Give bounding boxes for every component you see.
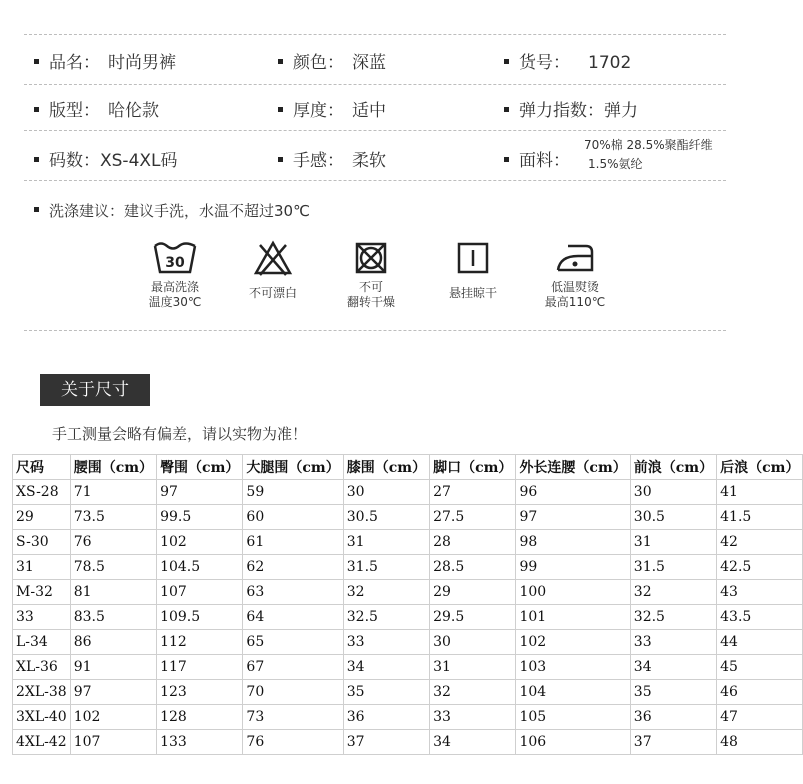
measurement-cell: 37	[343, 730, 429, 755]
spec-label: 品名：	[49, 53, 100, 73]
care-label: 低温熨烫 最高110℃	[544, 280, 606, 309]
measurement-cell: 43	[717, 580, 803, 605]
measurement-cell: 91	[70, 655, 156, 680]
size-table-column-header: 脚口（cm）	[430, 455, 516, 480]
size-code-cell: L-34	[13, 630, 71, 655]
measurement-cell: 96	[516, 480, 630, 505]
size-code-cell: XS-28	[13, 480, 71, 505]
measurement-cell: 105	[516, 705, 630, 730]
spec-value: 弹力	[604, 101, 638, 121]
measurement-cell: 31	[343, 530, 429, 555]
no-tumble-dry-icon	[353, 240, 389, 276]
size-code-cell: 3XL-40	[13, 705, 71, 730]
size-code-cell: 4XL-42	[13, 730, 71, 755]
care-label: 不可漂白	[248, 286, 297, 300]
measurement-cell: 30	[343, 480, 429, 505]
spec-sku	[504, 48, 631, 73]
care-item-no-tumble-dry	[326, 240, 416, 310]
care-item-hang-dry	[428, 240, 518, 301]
divider	[24, 180, 726, 181]
measurement-cell: 103	[516, 655, 630, 680]
spec-label: 面料：	[519, 151, 570, 171]
measurement-cell: 71	[70, 480, 156, 505]
spec-label: 手感：	[293, 151, 344, 171]
spec-value: 适中	[352, 101, 386, 121]
measurement-cell: 42.5	[717, 555, 803, 580]
measurement-cell: 98	[516, 530, 630, 555]
measurement-cell: 48	[717, 730, 803, 755]
iron-low-icon	[554, 240, 596, 276]
measurement-cell: 37	[630, 730, 716, 755]
measurement-cell: 97	[516, 505, 630, 530]
spec-label: 颜色：	[293, 53, 344, 73]
care-label: 悬挂晾干	[448, 286, 497, 300]
bullet-icon	[278, 157, 283, 162]
measurement-cell: 33	[630, 630, 716, 655]
table-row	[13, 505, 803, 530]
fabric-composition-line2: 1.5%氨纶	[588, 157, 643, 171]
spec-fit	[34, 96, 159, 121]
measurement-cell: 100	[516, 580, 630, 605]
measurement-cell: 117	[157, 655, 243, 680]
care-label: 最高洗涤 温度30℃	[148, 280, 202, 309]
size-table-column-header: 外长连腰（cm）	[516, 455, 630, 480]
measurement-cell: 28	[430, 530, 516, 555]
measurement-cell: 36	[630, 705, 716, 730]
measurement-cell: 83.5	[70, 605, 156, 630]
bullet-icon	[34, 207, 39, 212]
bullet-icon	[504, 59, 509, 64]
measurement-cell: 34	[430, 730, 516, 755]
care-item-no-bleach	[228, 240, 318, 301]
table-row	[13, 605, 803, 630]
size-table-column-header: 前浪（cm）	[630, 455, 716, 480]
fabric-composition-line1: 70%棉 28.5%聚酯纤维	[584, 138, 713, 152]
measurement-cell: 102	[516, 630, 630, 655]
measurement-cell: 31.5	[343, 555, 429, 580]
wash-temp-number: 30	[165, 255, 185, 271]
measurement-cell: 97	[70, 680, 156, 705]
table-row	[13, 630, 803, 655]
wash-advice-text: 洗涤建议：建议手洗，水温不超过30℃	[49, 202, 310, 220]
size-table-column-header: 臀围（cm）	[157, 455, 243, 480]
measurement-cell: 36	[343, 705, 429, 730]
size-table-column-header: 腰围（cm）	[70, 455, 156, 480]
divider	[24, 34, 726, 35]
spec-label: 版型：	[49, 101, 100, 121]
size-code-cell: 31	[13, 555, 71, 580]
size-code-cell: 29	[13, 505, 71, 530]
divider	[24, 130, 726, 131]
size-code-cell: S-30	[13, 530, 71, 555]
measurement-cell: 32.5	[343, 605, 429, 630]
size-table	[12, 454, 803, 755]
measurement-cell: 76	[243, 730, 343, 755]
measurement-cell: 62	[243, 555, 343, 580]
measurement-cell: 47	[717, 705, 803, 730]
measurement-cell: 63	[243, 580, 343, 605]
measurement-cell: 33	[430, 705, 516, 730]
measurement-cell: 31	[630, 530, 716, 555]
spec-value: XS-4XL码	[100, 151, 178, 171]
bullet-icon	[278, 107, 283, 112]
measurement-cell: 102	[157, 530, 243, 555]
measurement-cell: 31.5	[630, 555, 716, 580]
spec-product-name	[34, 48, 176, 73]
measurement-cell: 29	[430, 580, 516, 605]
divider	[24, 330, 726, 331]
size-code-cell: M-32	[13, 580, 71, 605]
bullet-icon	[34, 59, 39, 64]
measurement-cell: 81	[70, 580, 156, 605]
size-code-cell: XL-36	[13, 655, 71, 680]
measurement-cell: 73	[243, 705, 343, 730]
measurement-cell: 46	[717, 680, 803, 705]
table-row	[13, 730, 803, 755]
measurement-cell: 35	[343, 680, 429, 705]
spec-value: 1702	[588, 53, 632, 73]
measurement-cell: 42	[717, 530, 803, 555]
measurement-cell: 104	[516, 680, 630, 705]
measurement-note: 手工测量会略有偏差，请以实物为准！	[52, 425, 308, 443]
measurement-cell: 32	[430, 680, 516, 705]
measurement-cell: 41	[717, 480, 803, 505]
measurement-cell: 34	[343, 655, 429, 680]
size-table-column-header: 后浪（cm）	[717, 455, 803, 480]
hang-dry-icon	[456, 240, 490, 276]
spec-stretch	[504, 96, 638, 121]
measurement-cell: 133	[157, 730, 243, 755]
measurement-cell: 70	[243, 680, 343, 705]
table-row	[13, 705, 803, 730]
measurement-cell: 76	[70, 530, 156, 555]
spec-thickness	[278, 96, 386, 121]
measurement-cell: 35	[630, 680, 716, 705]
bullet-icon	[504, 157, 509, 162]
spec-value: 柔软	[352, 151, 386, 171]
table-row	[13, 530, 803, 555]
spec-label: 货号：	[519, 53, 570, 73]
measurement-cell: 45	[717, 655, 803, 680]
spec-value: 深蓝	[352, 53, 386, 73]
size-section-tag: 关于尺寸	[40, 374, 150, 406]
measurement-cell: 128	[157, 705, 243, 730]
spec-label: 码数：	[49, 151, 100, 171]
measurement-cell: 28.5	[430, 555, 516, 580]
measurement-cell: 64	[243, 605, 343, 630]
size-table-column-header: 尺码	[13, 455, 71, 480]
measurement-cell: 27.5	[430, 505, 516, 530]
measurement-cell: 29.5	[430, 605, 516, 630]
bullet-icon	[504, 107, 509, 112]
measurement-cell: 30	[430, 630, 516, 655]
measurement-cell: 99.5	[157, 505, 243, 530]
care-label: 不可 翻转干燥	[346, 280, 395, 309]
measurement-cell: 30.5	[343, 505, 429, 530]
measurement-cell: 107	[70, 730, 156, 755]
measurement-cell: 101	[516, 605, 630, 630]
measurement-cell: 97	[157, 480, 243, 505]
wash-advice	[34, 200, 310, 221]
measurement-cell: 123	[157, 680, 243, 705]
care-item-wash-30	[130, 240, 220, 310]
spec-fabric	[504, 146, 570, 171]
spec-value: 时尚男裤	[108, 53, 176, 73]
no-bleach-icon	[253, 240, 293, 276]
size-table-column-header: 大腿围（cm）	[243, 455, 343, 480]
measurement-cell: 86	[70, 630, 156, 655]
table-row	[13, 480, 803, 505]
measurement-cell: 31	[430, 655, 516, 680]
measurement-cell: 34	[630, 655, 716, 680]
measurement-cell: 112	[157, 630, 243, 655]
measurement-cell: 30.5	[630, 505, 716, 530]
measurement-cell: 99	[516, 555, 630, 580]
measurement-cell: 60	[243, 505, 343, 530]
size-code-cell: 2XL-38	[13, 680, 71, 705]
size-table-header	[13, 455, 803, 480]
table-row	[13, 680, 803, 705]
size-code-cell: 33	[13, 605, 71, 630]
measurement-cell: 32	[343, 580, 429, 605]
bullet-icon	[34, 107, 39, 112]
measurement-cell: 67	[243, 655, 343, 680]
measurement-cell: 33	[343, 630, 429, 655]
divider	[24, 84, 726, 85]
measurement-cell: 32	[630, 580, 716, 605]
table-row	[13, 555, 803, 580]
measurement-cell: 30	[630, 480, 716, 505]
measurement-cell: 107	[157, 580, 243, 605]
spec-label: 弹力指数：	[519, 101, 604, 121]
care-item-iron-low	[530, 240, 620, 310]
spec-value: 哈伦款	[108, 101, 159, 121]
spec-size-range	[34, 146, 178, 171]
bullet-icon	[278, 59, 283, 64]
size-table-column-header: 膝围（cm）	[343, 455, 429, 480]
table-row	[13, 655, 803, 680]
wash-30-icon	[152, 240, 198, 276]
measurement-cell: 73.5	[70, 505, 156, 530]
measurement-cell: 59	[243, 480, 343, 505]
measurement-cell: 109.5	[157, 605, 243, 630]
measurement-cell: 78.5	[70, 555, 156, 580]
measurement-cell: 41.5	[717, 505, 803, 530]
measurement-cell: 44	[717, 630, 803, 655]
bullet-icon	[34, 157, 39, 162]
measurement-cell: 104.5	[157, 555, 243, 580]
measurement-cell: 27	[430, 480, 516, 505]
spec-hand-feel	[278, 146, 386, 171]
spec-label: 厚度：	[293, 101, 344, 121]
measurement-cell: 61	[243, 530, 343, 555]
measurement-cell: 102	[70, 705, 156, 730]
measurement-cell: 65	[243, 630, 343, 655]
table-row	[13, 580, 803, 605]
measurement-cell: 106	[516, 730, 630, 755]
spec-color	[278, 48, 386, 73]
measurement-cell: 43.5	[717, 605, 803, 630]
measurement-cell: 32.5	[630, 605, 716, 630]
